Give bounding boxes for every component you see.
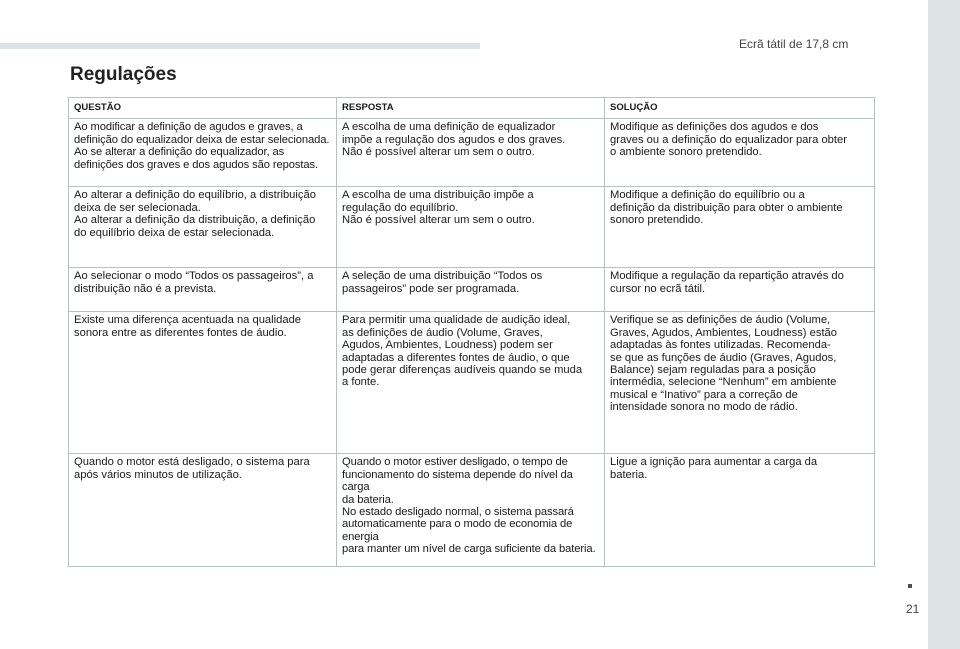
question-text: Ao selecionar o modo “Todos os passageiros”, a distribuição não é a prevista. — [74, 270, 314, 295]
page-marker — [908, 584, 912, 588]
table-row — [69, 268, 875, 312]
answer-cell — [337, 268, 605, 312]
table-row — [69, 119, 875, 187]
solution-text: Ligue a ignição para aumentar a carga da bateria. — [610, 456, 818, 481]
troubleshooting-table — [68, 97, 875, 567]
table-header-row — [69, 98, 875, 119]
solution-cell — [605, 454, 875, 566]
solution-text: Verifique se as definições de áudio (Volume, Graves, Agudos, Ambientes, Loudness) estão adaptadas às fontes utilizadas. Recomenda- se que as funções de áudio (Graves, Agudos, Balance) sejam reguladas para a posição intermédia, selecione “Nenhum” em ambiente musical e “Inativo” para a correção de intensidade sonora no modo de rádio. — [610, 314, 837, 414]
answer-text: Quando o motor estiver desligado, o tempo de funcionamento do sistema depende do nível da carga da bateria. No estado desligado normal, o sistema passará automaticamente para o modo de economia de energia para manter um nível de carga suficiente da bateria. — [342, 456, 596, 556]
header-rule — [0, 43, 480, 49]
answer-cell — [337, 312, 605, 454]
answer-cell — [337, 119, 605, 187]
table-row — [69, 454, 875, 566]
answer-text: A escolha de uma distribuição impõe a regulação do equilíbrio. Não é possível alterar um sem o outro. — [342, 189, 535, 227]
question-text: Quando o motor está desligado, o sistema para após vários minutos de utilização. — [74, 456, 310, 481]
column-header-question: QUESTÃO — [69, 98, 337, 119]
header-title: Ecrã tátil de 17,8 cm — [739, 37, 849, 51]
solution-cell — [605, 268, 875, 312]
table-row — [69, 187, 875, 268]
side-tab-band — [928, 0, 960, 649]
solution-text: Modifique as definições dos agudos e dos graves ou a definição do equalizador para obter o ambiente sonoro pretendido. — [610, 121, 847, 159]
question-cell — [69, 454, 337, 566]
column-header-answer: RESPOSTA — [337, 98, 605, 119]
table-row — [69, 312, 875, 454]
page-number: 21 — [906, 602, 920, 616]
question-text: Ao alterar a definição do equilíbrio, a distribuição deixa de ser selecionada. Ao alterar a definição da distribuição, a definição do equilíbrio deixa de estar selecionada. — [74, 189, 316, 239]
answer-cell — [337, 187, 605, 268]
answer-text: Para permitir uma qualidade de audição ideal, as definições de áudio (Volume, Graves, Agudos, Ambientes, Loudness) podem ser adaptadas a diferentes fontes de áudio, o que pode gerar diferenças audíveis quando se muda a fonte. — [342, 314, 583, 389]
question-cell — [69, 312, 337, 454]
question-cell — [69, 119, 337, 187]
answer-text: A seleção de uma distribuição “Todos os passageiros” pode ser programada. — [342, 270, 543, 295]
question-cell — [69, 268, 337, 312]
solution-cell — [605, 312, 875, 454]
answer-text: A escolha de uma definição de equalizador impõe a regulação dos agudos e dos graves. Não é possível alterar um sem o outro. — [342, 121, 566, 159]
solution-text: Modifique a definição do equilíbrio ou a definição da distribuição para obter o ambiente sonoro pretendido. — [610, 189, 843, 227]
question-text: Ao modificar a definição de agudos e graves, a definição do equalizador deixa de estar selecionada. Ao se alterar a definição do equalizador, as definições dos graves e dos agudos são repostas. — [74, 121, 330, 171]
column-header-solution: SOLUÇÃO — [605, 98, 875, 119]
solution-text: Modifique a regulação da repartição através do cursor no ecrã tátil. — [610, 270, 844, 295]
question-cell — [69, 187, 337, 268]
answer-cell — [337, 454, 605, 566]
page-title: Regulações — [70, 64, 177, 85]
question-text: Existe uma diferença acentuada na qualidade sonora entre as diferentes fontes de áudio. — [74, 314, 302, 339]
solution-cell — [605, 119, 875, 187]
solution-cell — [605, 187, 875, 268]
